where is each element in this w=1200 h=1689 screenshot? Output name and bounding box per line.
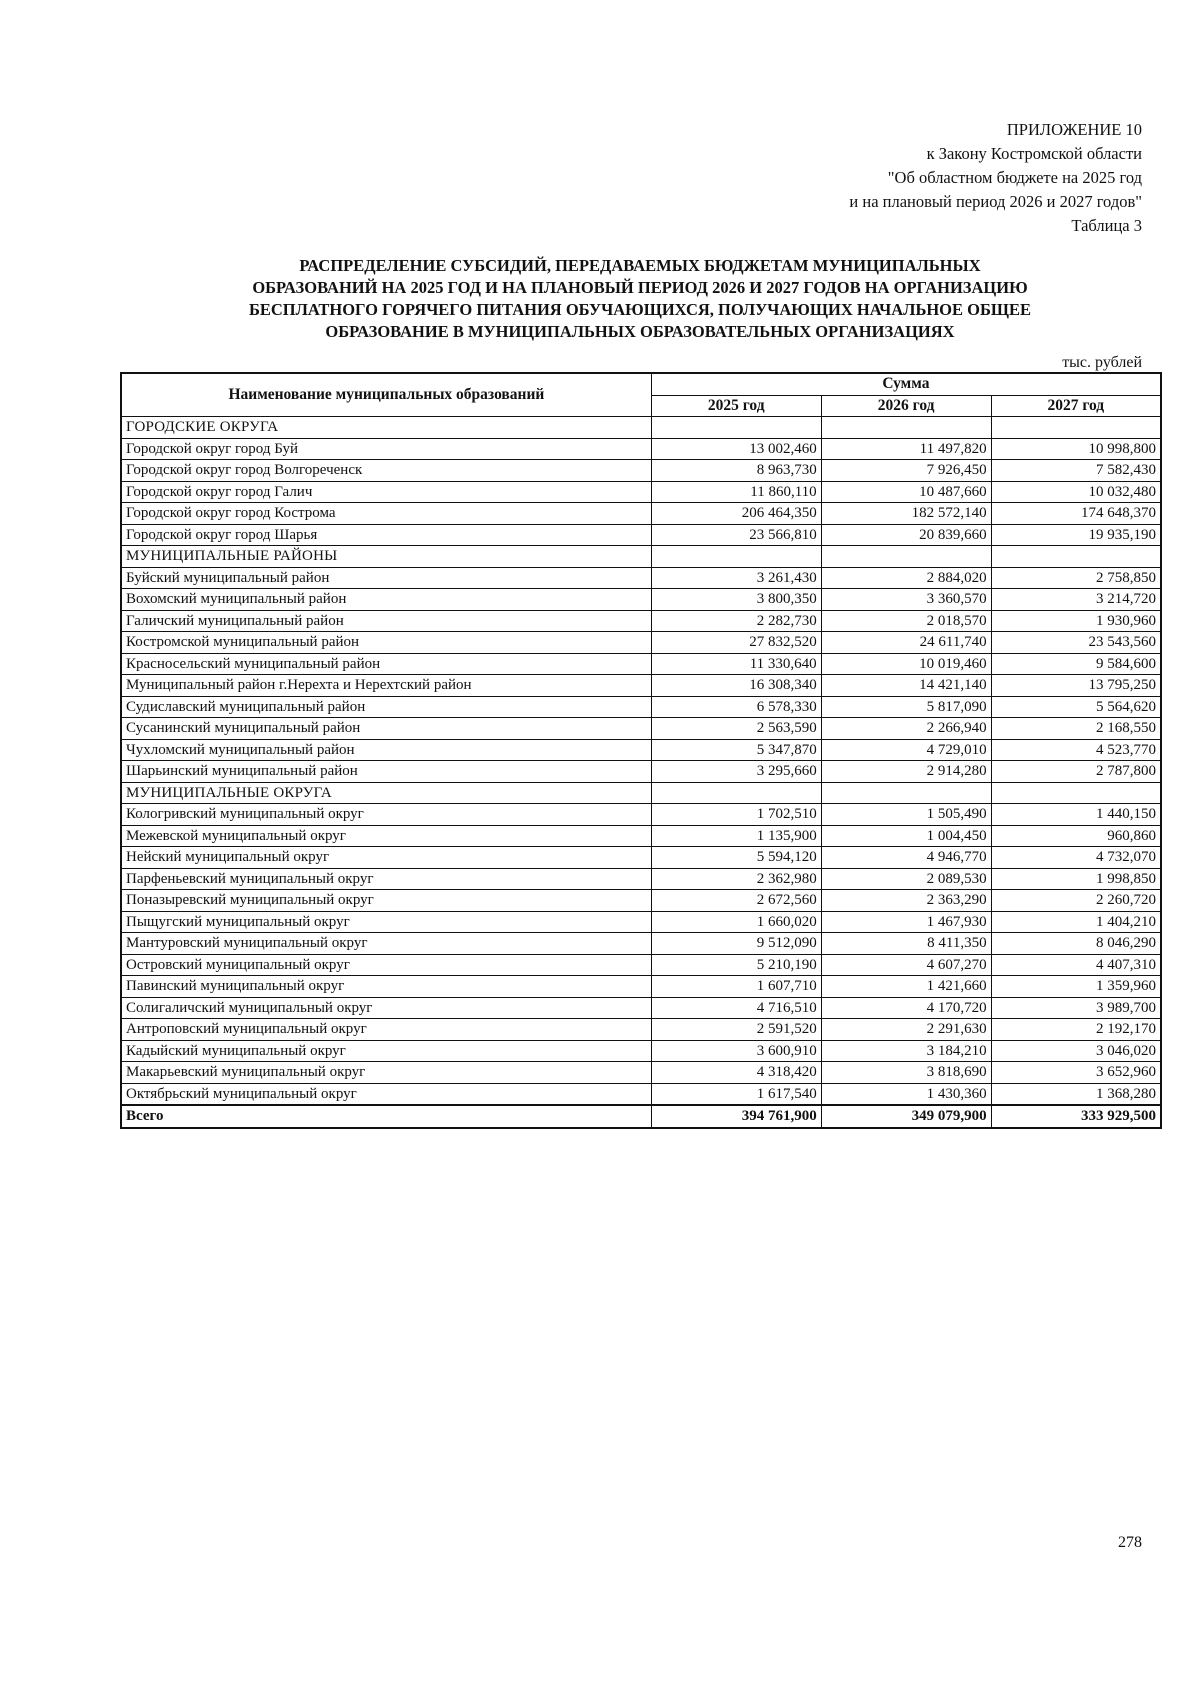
value-2026: 1 421,660 [821, 976, 991, 998]
value-2027: 5 564,620 [991, 696, 1161, 718]
value-2026: 1 430,360 [821, 1083, 991, 1105]
value-2026: 7 926,450 [821, 460, 991, 482]
municipality-name: Солигаличский муниципальный округ [121, 997, 651, 1019]
value-2027 [991, 782, 1161, 804]
value-2027: 1 359,960 [991, 976, 1161, 998]
value-2026: 1 004,450 [821, 825, 991, 847]
municipality-name: Сусанинский муниципальный район [121, 718, 651, 740]
header-2026: 2026 год [821, 395, 991, 417]
table-row [121, 911, 1161, 933]
value-2025: 2 591,520 [651, 1019, 821, 1041]
value-2026: 2 018,570 [821, 610, 991, 632]
table-row [121, 976, 1161, 998]
value-2025: 8 963,730 [651, 460, 821, 482]
value-2026: 8 411,350 [821, 933, 991, 955]
value-2025 [651, 417, 821, 439]
value-2025: 5 347,870 [651, 739, 821, 761]
table-row [121, 610, 1161, 632]
value-2027: 10 998,800 [991, 438, 1161, 460]
value-2025: 3 800,350 [651, 589, 821, 611]
value-2026: 3 818,690 [821, 1062, 991, 1084]
value-2025: 9 512,090 [651, 933, 821, 955]
value-2027: 2 192,170 [991, 1019, 1161, 1041]
value-2027 [991, 417, 1161, 439]
municipality-name: Поназыревский муниципальный округ [121, 890, 651, 912]
municipality-name: Городской округ город Галич [121, 481, 651, 503]
table-row [121, 1083, 1161, 1105]
document-title [120, 255, 1160, 343]
table-row [121, 696, 1161, 718]
value-2025: 5 594,120 [651, 847, 821, 869]
value-2026: 14 421,140 [821, 675, 991, 697]
title-line-2: ОБРАЗОВАНИЙ НА 2025 ГОД И НА ПЛАНОВЫЙ ПЕРИОД 2026 И 2027 ГОДОВ НА ОРГАНИЗАЦИЮ [252, 278, 1028, 297]
value-2026: 5 817,090 [821, 696, 991, 718]
appendix-line-4: и на плановый период 2026 и 2027 годов" [849, 192, 1142, 211]
subsidy-table [120, 372, 1162, 1129]
municipality-name: Городской округ город Волгореченск [121, 460, 651, 482]
total-2026: 349 079,900 [821, 1105, 991, 1128]
municipality-name: Красносельский муниципальный район [121, 653, 651, 675]
value-2025: 13 002,460 [651, 438, 821, 460]
municipality-name: Антроповский муниципальный округ [121, 1019, 651, 1041]
municipality-name: Вохомский муниципальный район [121, 589, 651, 611]
table-row [121, 1040, 1161, 1062]
value-2026: 10 019,460 [821, 653, 991, 675]
table-row [121, 632, 1161, 654]
value-2026 [821, 782, 991, 804]
municipality-name: Мантуровский муниципальный округ [121, 933, 651, 955]
appendix-line-1: ПРИЛОЖЕНИЕ 10 [1006, 120, 1142, 139]
value-2027: 1 440,150 [991, 804, 1161, 826]
value-2026: 20 839,660 [821, 524, 991, 546]
appendix-line-2: к Закону Костромской области [926, 144, 1142, 163]
value-2027: 8 046,290 [991, 933, 1161, 955]
total-2025: 394 761,900 [651, 1105, 821, 1128]
municipality-name: ГОРОДСКИЕ ОКРУГА [121, 417, 651, 439]
value-2025: 1 607,710 [651, 976, 821, 998]
value-2027: 960,860 [991, 825, 1161, 847]
value-2025: 3 600,910 [651, 1040, 821, 1062]
value-2026: 2 291,630 [821, 1019, 991, 1041]
value-2027: 19 935,190 [991, 524, 1161, 546]
value-2025: 16 308,340 [651, 675, 821, 697]
value-2027: 2 260,720 [991, 890, 1161, 912]
value-2025: 2 672,560 [651, 890, 821, 912]
value-2025: 11 330,640 [651, 653, 821, 675]
value-2027: 4 523,770 [991, 739, 1161, 761]
section-row [121, 417, 1161, 439]
header-2027: 2027 год [991, 395, 1161, 417]
section-row [121, 782, 1161, 804]
value-2026: 11 497,820 [821, 438, 991, 460]
value-2027: 3 046,020 [991, 1040, 1161, 1062]
table-row [121, 804, 1161, 826]
header-sum: Сумма [651, 373, 1161, 395]
value-2027: 13 795,250 [991, 675, 1161, 697]
value-2026: 4 607,270 [821, 954, 991, 976]
title-line-4: ОБРАЗОВАНИЕ В МУНИЦИПАЛЬНЫХ ОБРАЗОВАТЕЛЬНЫХ ОРГАНИЗАЦИЯХ [325, 322, 955, 341]
table-row [121, 954, 1161, 976]
appendix-block [849, 118, 1142, 238]
total-2027: 333 929,500 [991, 1105, 1161, 1128]
value-2025: 23 566,810 [651, 524, 821, 546]
units-label: тыс. рублей [1062, 354, 1142, 371]
municipality-name: МУНИЦИПАЛЬНЫЕ РАЙОНЫ [121, 546, 651, 568]
section-row [121, 546, 1161, 568]
municipality-name: Костромской муниципальный район [121, 632, 651, 654]
table-row [121, 718, 1161, 740]
value-2027: 1 404,210 [991, 911, 1161, 933]
table-row [121, 653, 1161, 675]
table-row [121, 503, 1161, 525]
value-2025: 11 860,110 [651, 481, 821, 503]
table-row [121, 868, 1161, 890]
table-row [121, 481, 1161, 503]
table-row [121, 890, 1161, 912]
value-2027: 2 787,800 [991, 761, 1161, 783]
value-2026: 2 914,280 [821, 761, 991, 783]
value-2025: 4 716,510 [651, 997, 821, 1019]
municipality-name: Муниципальный район г.Нерехта и Нерехтский район [121, 675, 651, 697]
municipality-name: Галичский муниципальный район [121, 610, 651, 632]
value-2025: 3 295,660 [651, 761, 821, 783]
value-2026 [821, 546, 991, 568]
municipality-name: Городской округ город Кострома [121, 503, 651, 525]
table-row [121, 1019, 1161, 1041]
municipality-name: Шарьинский муниципальный район [121, 761, 651, 783]
municipality-name: Городской округ город Буй [121, 438, 651, 460]
value-2027: 1 368,280 [991, 1083, 1161, 1105]
municipality-name: Пыщугский муниципальный округ [121, 911, 651, 933]
value-2025 [651, 782, 821, 804]
municipality-name: Городской округ город Шарья [121, 524, 651, 546]
value-2025: 27 832,520 [651, 632, 821, 654]
value-2027: 1 930,960 [991, 610, 1161, 632]
table-body [121, 417, 1161, 1106]
municipality-name: Судиславский муниципальный район [121, 696, 651, 718]
value-2027: 2 758,850 [991, 567, 1161, 589]
value-2025: 5 210,190 [651, 954, 821, 976]
value-2025: 2 282,730 [651, 610, 821, 632]
table-row [121, 997, 1161, 1019]
table-row [121, 675, 1161, 697]
value-2025: 1 135,900 [651, 825, 821, 847]
table-row [121, 567, 1161, 589]
value-2025: 1 660,020 [651, 911, 821, 933]
table-row [121, 933, 1161, 955]
municipality-name: Чухломский муниципальный район [121, 739, 651, 761]
title-line-1: РАСПРЕДЕЛЕНИЕ СУБСИДИЙ, ПЕРЕДАВАЕМЫХ БЮДЖЕТАМ МУНИЦИПАЛЬНЫХ [299, 256, 981, 275]
municipality-name: Кадыйский муниципальный округ [121, 1040, 651, 1062]
value-2025: 6 578,330 [651, 696, 821, 718]
value-2026: 1 467,930 [821, 911, 991, 933]
value-2026: 4 729,010 [821, 739, 991, 761]
value-2026: 2 266,940 [821, 718, 991, 740]
value-2025 [651, 546, 821, 568]
value-2027: 1 998,850 [991, 868, 1161, 890]
table-row [121, 847, 1161, 869]
value-2026: 4 170,720 [821, 997, 991, 1019]
value-2025: 2 563,590 [651, 718, 821, 740]
value-2026: 3 360,570 [821, 589, 991, 611]
municipality-name: Кологривский муниципальный округ [121, 804, 651, 826]
value-2026 [821, 417, 991, 439]
total-row [121, 1105, 1161, 1128]
value-2025: 2 362,980 [651, 868, 821, 890]
municipality-name: Парфеньевский муниципальный округ [121, 868, 651, 890]
value-2027: 3 214,720 [991, 589, 1161, 611]
value-2026: 182 572,140 [821, 503, 991, 525]
value-2027: 10 032,480 [991, 481, 1161, 503]
value-2027: 7 582,430 [991, 460, 1161, 482]
value-2027: 3 652,960 [991, 1062, 1161, 1084]
table-row [121, 825, 1161, 847]
value-2026: 2 884,020 [821, 567, 991, 589]
municipality-name: Макарьевский муниципальный округ [121, 1062, 651, 1084]
value-2025: 206 464,350 [651, 503, 821, 525]
title-line-3: БЕСПЛАТНОГО ГОРЯЧЕГО ПИТАНИЯ ОБУЧАЮЩИХСЯ, ПОЛУЧАЮЩИХ НАЧАЛЬНОЕ ОБЩЕЕ [248, 300, 1032, 319]
value-2027: 3 989,700 [991, 997, 1161, 1019]
value-2027 [991, 546, 1161, 568]
value-2027: 4 407,310 [991, 954, 1161, 976]
value-2027: 4 732,070 [991, 847, 1161, 869]
total-label: Всего [121, 1105, 651, 1128]
header-2025: 2025 год [651, 395, 821, 417]
value-2025: 1 617,540 [651, 1083, 821, 1105]
table-row [121, 460, 1161, 482]
table-row [121, 761, 1161, 783]
value-2027: 174 648,370 [991, 503, 1161, 525]
municipality-name: Нейский муниципальный округ [121, 847, 651, 869]
value-2025: 3 261,430 [651, 567, 821, 589]
municipality-name: Буйский муниципальный район [121, 567, 651, 589]
municipality-name: Островский муниципальный округ [121, 954, 651, 976]
table-row [121, 589, 1161, 611]
municipality-name: Межевской муниципальный округ [121, 825, 651, 847]
table-row [121, 438, 1161, 460]
appendix-line-3: "Об областном бюджете на 2025 год [887, 168, 1142, 187]
municipality-name: Павинский муниципальный округ [121, 976, 651, 998]
municipality-name: МУНИЦИПАЛЬНЫЕ ОКРУГА [121, 782, 651, 804]
value-2026: 2 363,290 [821, 890, 991, 912]
table-row [121, 1062, 1161, 1084]
value-2025: 4 318,420 [651, 1062, 821, 1084]
value-2026: 24 611,740 [821, 632, 991, 654]
value-2026: 10 487,660 [821, 481, 991, 503]
value-2026: 2 089,530 [821, 868, 991, 890]
municipality-name: Октябрьский муниципальный округ [121, 1083, 651, 1105]
header-row-1 [121, 373, 1161, 395]
table-row [121, 524, 1161, 546]
table-row [121, 739, 1161, 761]
value-2026: 4 946,770 [821, 847, 991, 869]
value-2027: 23 543,560 [991, 632, 1161, 654]
value-2027: 9 584,600 [991, 653, 1161, 675]
value-2026: 1 505,490 [821, 804, 991, 826]
appendix-line-5: Таблица 3 [1071, 216, 1142, 235]
value-2027: 2 168,550 [991, 718, 1161, 740]
page-number: 278 [1118, 1534, 1142, 1551]
value-2026: 3 184,210 [821, 1040, 991, 1062]
header-name: Наименование муниципальных образований [121, 373, 651, 417]
value-2025: 1 702,510 [651, 804, 821, 826]
